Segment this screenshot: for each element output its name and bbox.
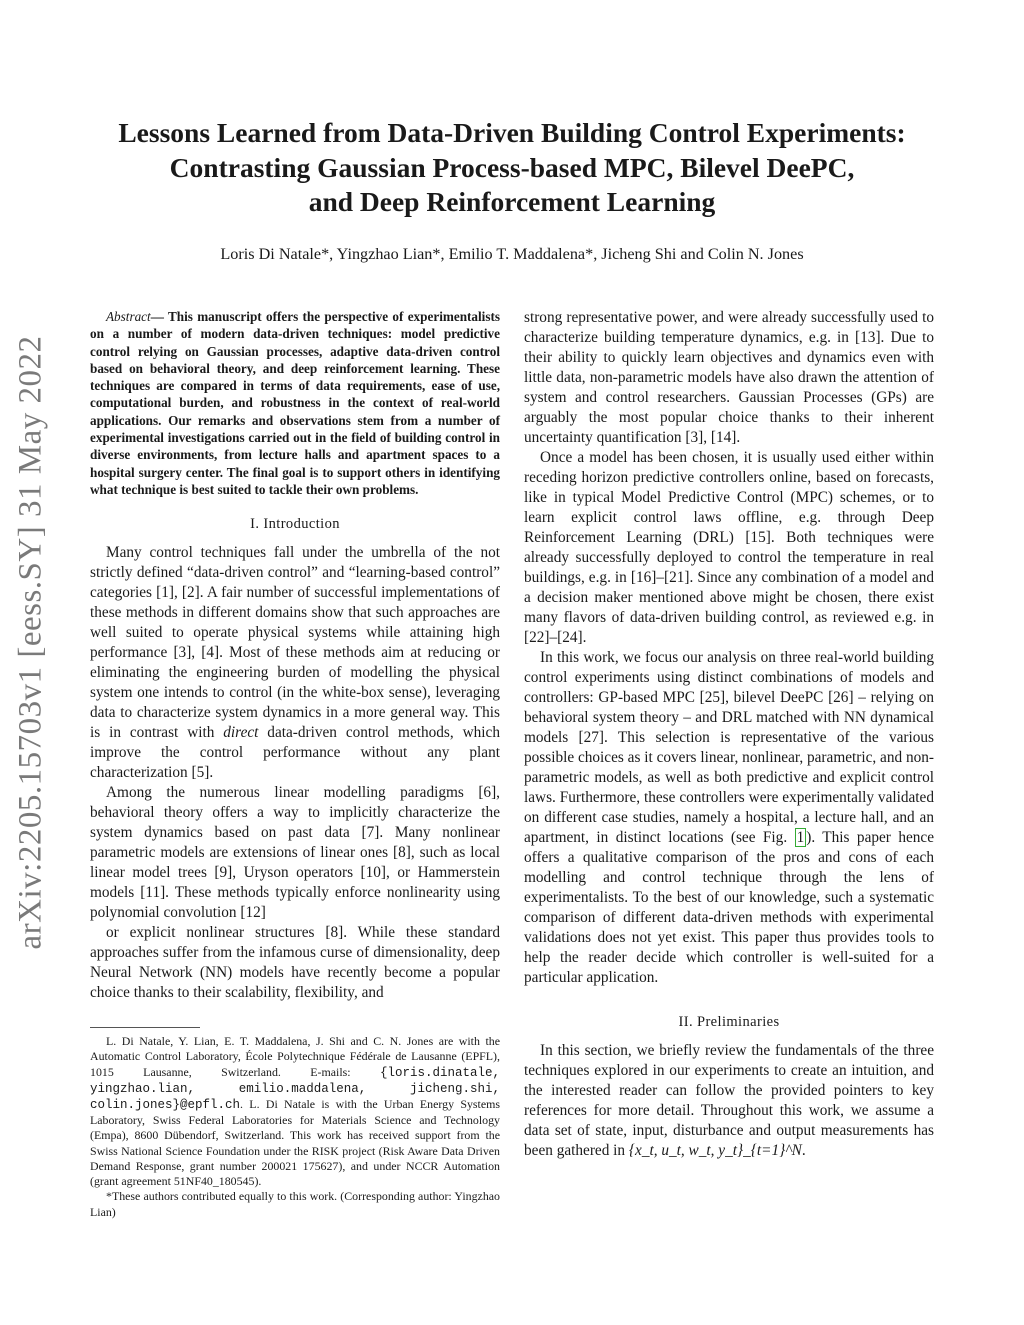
intro-text: data-driven control methods, which improve the control performance without any plant characterization [5].	[90, 724, 500, 782]
body-paragraph: Once a model has been chosen, it is usually used either within receding horizon predictive controllers online, based on forecasts, like in typical Model Predictive Control (MPC) schemes, or to learn explicit control laws offline, e.g. through Deep Reinforcement Learning (DRL) [15]. Both techniques were already successfully deployed to control the temperature in real buildings, e.g. in [16]–[21]. Since any combination of a model and a decision maker mentioned above might be chosen, there exist many flavors of data-driven building control, as reviewed e.g. in [22]–[24].	[524, 449, 934, 646]
title-line: and Deep Reinforcement Learning	[308, 186, 716, 217]
section-heading-introduction: I. Introduction	[250, 516, 340, 533]
section-heading-preliminaries: II. Preliminaries	[678, 1014, 780, 1030]
abstract-label: Abstract	[106, 309, 151, 324]
footnote-text: . L. Di Natale is with the Urban Energy Systems Laboratory, Swiss Federal Laboratories for Materials Science and Technology (Empa), 8600 Dübendorf, Switzerland. This work has received support from the Swiss National Science Foundation under the RISK project (Risk Aware Data Driven Demand Response, grant number 200021 175627), and under NCCR Automation (grant agreement 51NF40_180545).	[90, 1097, 500, 1189]
body-text: .	[801, 1142, 806, 1159]
body-text: ). This paper hence offers a qualitative comparison of the pros and cons of each modelling and control technique through the lens of experimentalists. To the best of our knowledge, such a systematic comparison of different data-driven methods with experimental validations does not yet exist. This paper thus provides tools to help the reader decide which controller is well-suited for a particular application.	[524, 829, 934, 986]
footnote-divider	[90, 1027, 200, 1028]
abstract	[90, 308, 500, 498]
arxiv-identifier: arXiv:2205.15703v1 [eess.SY] 31 May 2022	[12, 335, 49, 949]
abstract-dash: —	[150, 309, 168, 324]
equal-contribution-footnote: *These authors contributed equally to this work. (Corresponding author: Yingzhao Lian)	[90, 1189, 500, 1219]
intro-emphasis: direct	[223, 724, 259, 742]
author-emails: {loris.dinatale, yingzhao.lian, emilio.maddalena, jicheng.shi, colin.jones}@epfl.ch	[90, 1065, 500, 1113]
author-list: Loris Di Natale*, Yingzhao Lian*, Emilio T. Maddalena*, Jicheng Shi and Colin N. Jones	[220, 245, 804, 263]
intro-paragraph	[90, 543, 500, 783]
title-line: Lessons Learned from Data-Driven Building Control Experiments:	[118, 117, 906, 148]
intro-paragraph: or explicit nonlinear structures [8]. While these standard approaches suffer from the infamous curse of dimensionality, deep Neural Network (NN) models have recently become a popular choice thanks to their scalability, flexibility, and	[90, 924, 500, 1002]
paper-title	[92, 116, 932, 220]
figure-link[interactable]: 1	[796, 829, 805, 846]
left-column	[90, 308, 500, 1220]
right-column	[524, 308, 934, 1161]
intro-paragraph: Among the numerous linear modelling paradigms [6], behavioral theory offers a way to implicitly characterize the system dynamics based on past data [7]. Many nonlinear parametric models are extensions of linear ones [8], such as local linear model trees [9], Uryson operators [10], or Hammerstein models [11]. These methods typically enforce nonlinearity using polynomial convolution [12]	[90, 784, 500, 922]
arxiv-sidebar	[6, 322, 56, 962]
intro-text: Many control techniques fall under the umbrella of the not strictly defined “data-driven control” and “learning-based control” categories [1], [2]. A fair number of successful implementations of these methods in different domains show that such approaches are well suited to operate physical systems while attaining high performance [3], [4]. Most of these methods aim at reducing or eliminating the engineering burden of modelling the physical system one intends to control (in the white-box sense), leveraging data to characterize system dynamics in a more general way. This is in contrast with	[90, 544, 500, 742]
abstract-text: This manuscript offers the perspective of experimentalists on a number of modern data-driven techniques: model predictive control relying on Gaussian processes, adaptive data-driven control based on behavioral theory, and deep reinforcement learning. These techniques are compared in terms of data requirements, ease of use, computational burden, and robustness in the context of real-world applications. Our remarks and observations stem from a number of experimental investigations carried out in the field of building control in diverse environments, from lecture halls and apartment spaces to a hospital surgery center. The final goal is to support others in identifying what technique is best suited to tackle their own problems.	[90, 309, 500, 497]
footnote-text: L. Di Natale, Y. Lian, E. T. Maddalena, J. Shi and C. N. Jones are with the Automatic Control Laboratory, École Polytechnique Fédérale de Lausanne (EPFL), 1015 Lausanne, Switzerland. E-mails:	[90, 1034, 500, 1079]
body-paragraph: strong representative power, and were already successfully used to characterize building temperature dynamics, e.g. in [13]. Due to their ability to quickly learn objectives and dynamics even with little data, non-parametric models have also drawn the attention of system and control researchers. Gaussian Processes (GPs) are arguably the most popular choice thanks to their inherent uncertainty quantification [3], [14].	[524, 309, 934, 446]
affiliation-footnote	[90, 1034, 500, 1189]
dataset-math: {x_t, u_t, w_t, y_t}_{t=1}^N	[628, 1142, 802, 1159]
title-line: Contrasting Gaussian Process-based MPC, Bilevel DeePC,	[169, 151, 855, 183]
body-text: In this work, we focus our analysis on three real-world building control experiments using distinct combinations of models and controllers: GP-based MPC [25], bilevel DeePC [26] – relying on behavioral system theory – and DRL matched with NN dynamical models [27]. This selection is representative of the various possible choices as it covers linear, nonlinear, parametric, and non-parametric models, as well as both predictive and explicit control laws. Furthermore, these controllers were experimentally validated on different case studies, namely a hospital, a lecture hall, and an apartment, in distinct locations (see Fig.	[524, 649, 934, 846]
body-text: In this section, we briefly review the fundamentals of the three techniques explored in our experiments to create an intuition, and the interested reader can follow the provided pointers to key references for more detail. Throughout this work, we assume a data set of state, input, disturbance and output measurements has been gathered in	[524, 1042, 934, 1159]
body-paragraph	[524, 648, 934, 988]
body-paragraph	[524, 1041, 934, 1161]
